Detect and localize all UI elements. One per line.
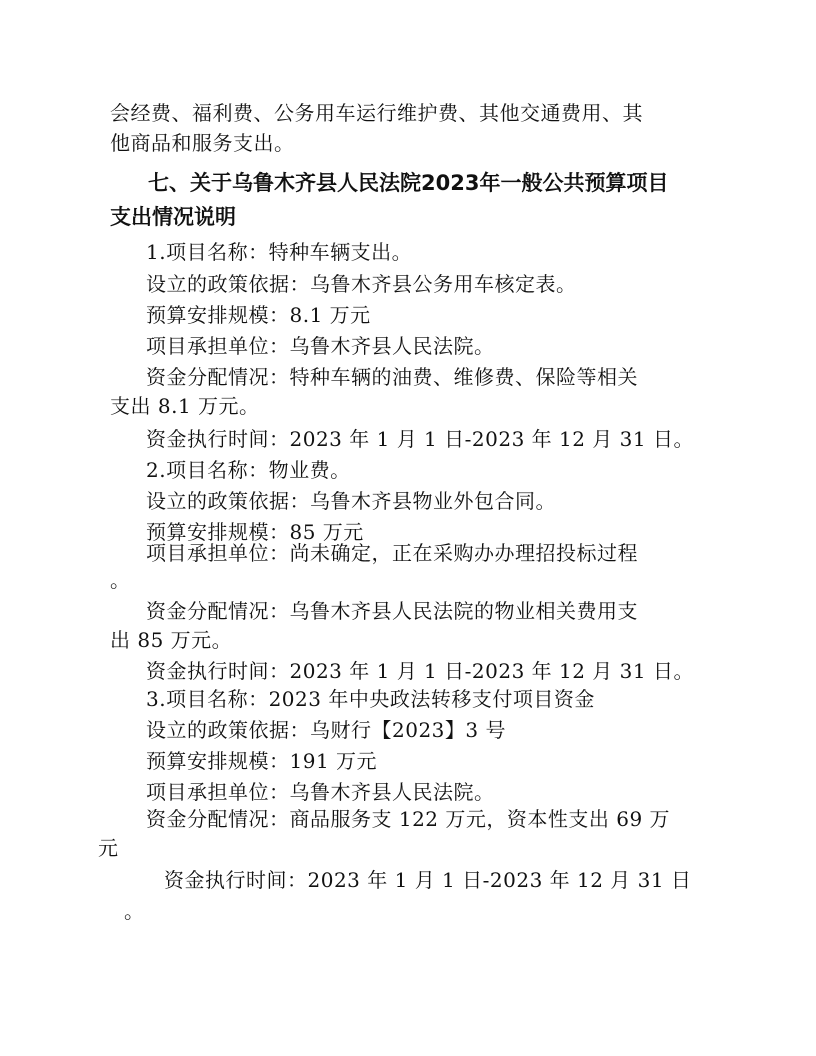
project2-period: 资金执行时间：2023 年 1 月 1 日-2023 年 12 月 31 日。 [146,659,694,683]
project3-allocation-line-1: 资金分配情况：商品服务支 122 万元，资本性支出 69 万 [146,807,671,831]
project2-scale: 预算安排规模：85 万元 [146,520,364,544]
section-heading-line-2: 支出情况说明 [110,205,236,229]
project2-allocation-line-1: 资金分配情况：乌鲁木齐县人民法院的物业相关费用支 [146,599,638,623]
project3-unit: 项目承担单位：乌鲁木齐县人民法院。 [146,780,495,804]
project3-allocation-line-2: 元 [98,836,119,860]
section-heading-line-1: 七、关于乌鲁木齐县人民法院2023年一般公共预算项目 [148,171,669,195]
project1-period: 资金执行时间：2023 年 1 月 1 日-2023 年 12 月 31 日。 [146,427,694,451]
project1-basis: 设立的政策依据：乌鲁木齐县公务用车核定表。 [146,272,577,296]
project1-name: 1.项目名称：特种车辆支出。 [146,240,413,264]
project2-name: 2.项目名称：物业费。 [146,458,351,482]
project2-basis: 设立的政策依据：乌鲁木齐县物业外包合同。 [146,489,556,513]
project1-allocation-line-1: 资金分配情况：特种车辆的油费、维修费、保险等相关 [146,365,638,389]
project2-allocation-line-2: 出 85 万元。 [110,628,233,652]
project3-name: 3.项目名称：2023 年中央政法转移支付项目资金 [146,687,595,711]
intro-line-2: 他商品和服务支出。 [110,131,295,155]
project3-basis: 设立的政策依据：乌财行【2023】3 号 [146,718,506,742]
project1-unit: 项目承担单位：乌鲁木齐县人民法院。 [146,334,495,358]
project1-allocation-line-2: 支出 8.1 万元。 [110,394,260,418]
project2-unit-line-1: 项目承担单位：尚未确定，正在采购办办理招投标过程 [146,541,638,565]
project3-period-line-1: 资金执行时间：2023 年 1 月 1 日-2023 年 12 月 31 日 [164,868,692,892]
project1-scale: 预算安排规模：8.1 万元 [146,303,371,327]
project2-unit-line-2: 。 [110,568,131,592]
project3-period-line-2: 。 [124,899,145,923]
project3-scale: 预算安排规模：191 万元 [146,749,378,773]
intro-line-1: 会经费、福利费、公务用车运行维护费、其他交通费用、其 [110,101,643,125]
